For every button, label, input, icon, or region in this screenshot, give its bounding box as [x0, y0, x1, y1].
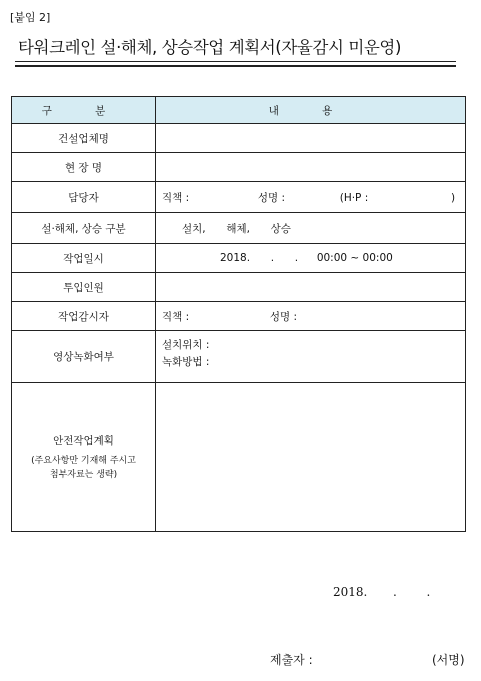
- manager-position-label: 직책 :: [162, 191, 190, 204]
- title-underline-thin: [15, 61, 456, 62]
- row-label-company: 건설업체명: [12, 124, 156, 153]
- option-dismantle[interactable]: 해체,: [226, 222, 250, 235]
- safety-plan-title: 안전작업계획: [53, 434, 114, 447]
- submitter-label: 제출자 :: [270, 653, 313, 667]
- date-year: 2018.: [333, 585, 368, 599]
- manager-name-label: 성명 :: [257, 191, 286, 204]
- row-label-site: 현 장 명: [12, 153, 156, 182]
- safety-plan-note-line-1: (주요사항만 기재해 주시고: [31, 455, 136, 466]
- supervisor-field[interactable]: [156, 302, 466, 331]
- row-label-video-recording: 영상녹화여부: [12, 331, 156, 383]
- attachment-label: [붙임 2]: [10, 11, 51, 24]
- supervisor-name-label: 성명 :: [269, 310, 298, 323]
- work-day-dot: .: [294, 252, 299, 264]
- camera-location-label: 설치위치 :: [162, 339, 210, 351]
- company-name-field[interactable]: [156, 124, 466, 153]
- row-label-work-datetime: 작업일시: [12, 244, 156, 273]
- manager-phone-label: (H·P :: [339, 191, 369, 204]
- date-dot-day: .: [426, 585, 431, 599]
- header-category: 구 분: [12, 97, 156, 124]
- manager-phone-close: ): [450, 191, 456, 204]
- work-type-field[interactable]: [156, 213, 466, 244]
- row-label-work-type: 설·해체, 상승 구분: [12, 213, 156, 244]
- table-row: [12, 273, 466, 302]
- signature-label: (서명): [432, 653, 465, 667]
- document-title: 타워크레인 설·해체, 상승작업 계획서(자율감시 미운영): [18, 38, 402, 57]
- manager-field[interactable]: [156, 182, 466, 213]
- safety-plan-note-line-2: 첨부자료는 생략): [49, 469, 118, 480]
- table-row: [12, 244, 466, 273]
- row-label-safety-plan: [12, 383, 156, 532]
- option-climb[interactable]: 상승: [270, 222, 291, 235]
- row-label-manager: 담당자: [12, 182, 156, 213]
- row-label-headcount: 투입인원: [12, 273, 156, 302]
- header-content: 내 용: [156, 97, 466, 124]
- table-row: [12, 182, 466, 213]
- submission-date: [333, 585, 430, 599]
- safety-plan-field[interactable]: [156, 383, 466, 532]
- table-row: [12, 124, 466, 153]
- table-header-row: [12, 97, 466, 124]
- option-install[interactable]: 설치,: [182, 222, 206, 235]
- title-underline-thick: [15, 65, 456, 67]
- plan-form-table: [11, 96, 466, 532]
- recording-method-label: 녹화방법 :: [162, 356, 210, 368]
- table-row: [12, 213, 466, 244]
- work-month-dot: .: [270, 252, 275, 264]
- supervisor-position-label: 직책 :: [162, 310, 190, 323]
- work-time-range: 00:00 ~ 00:00: [316, 252, 393, 264]
- headcount-field[interactable]: [156, 273, 466, 302]
- site-name-field[interactable]: [156, 153, 466, 182]
- work-year: 2018.: [220, 252, 251, 264]
- date-dot-month: .: [393, 585, 397, 599]
- video-recording-field[interactable]: [156, 331, 466, 383]
- table-row: [12, 302, 466, 331]
- table-row: [12, 331, 466, 383]
- row-label-supervisor: 작업감시자: [12, 302, 156, 331]
- table-row: [12, 153, 466, 182]
- work-datetime-field[interactable]: [156, 244, 466, 273]
- table-row: [12, 383, 466, 532]
